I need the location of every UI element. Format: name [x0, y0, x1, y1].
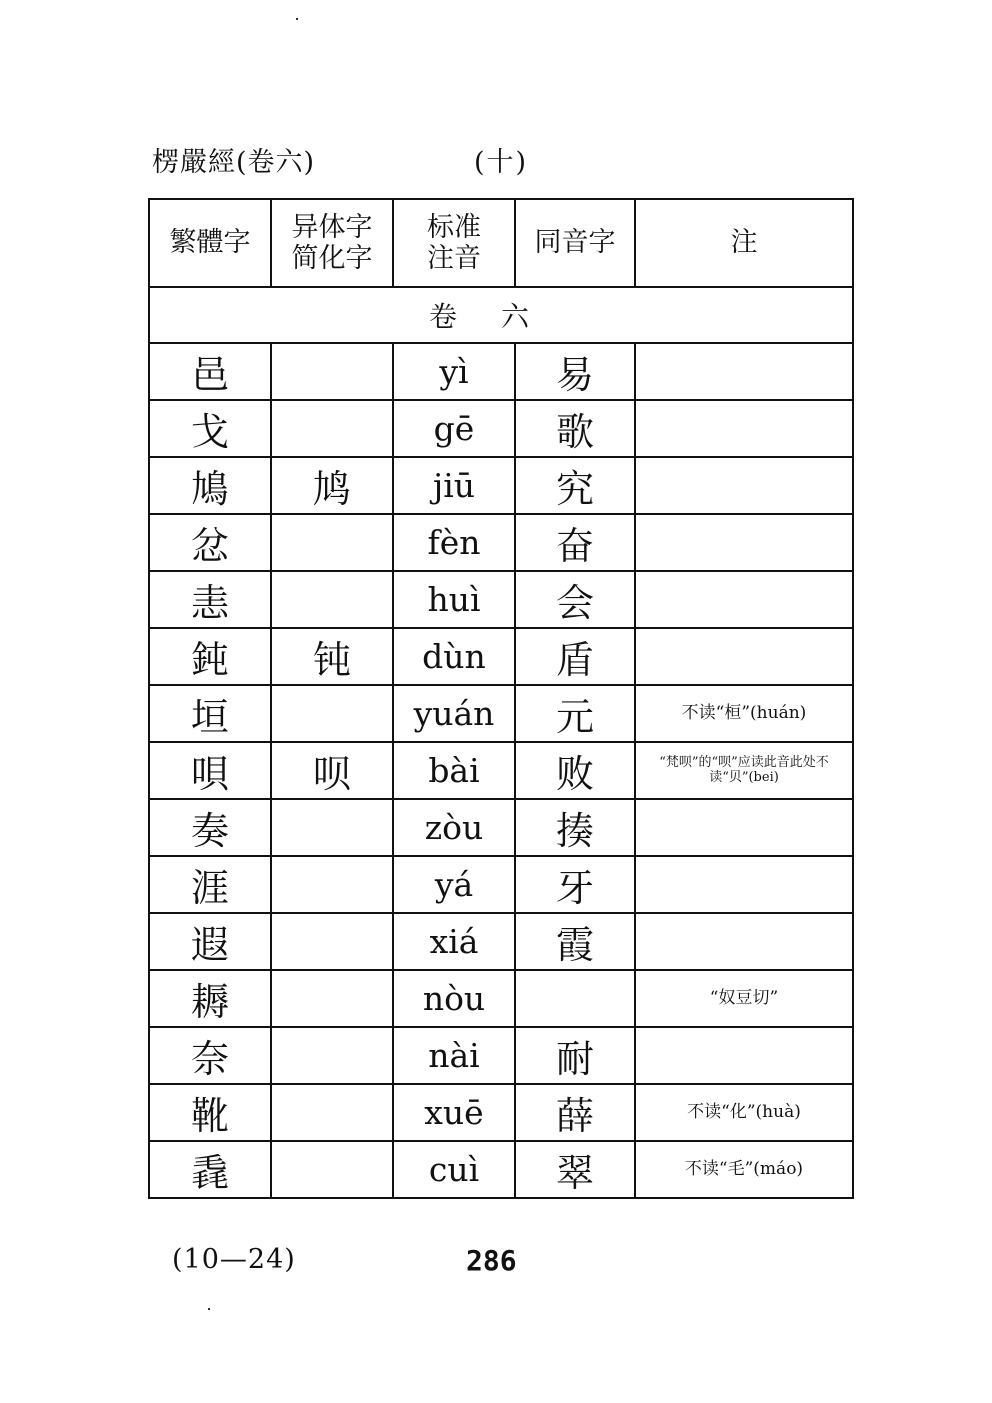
col-header-pinyin: 标准 注音 — [393, 199, 515, 287]
simplified-char — [271, 685, 393, 742]
volume-label: 卷六 — [149, 287, 853, 343]
pinyin: nòu — [393, 970, 515, 1027]
traditional-char: 唄 — [149, 742, 271, 799]
traditional-char: 恚 — [149, 571, 271, 628]
homophone-char: 歌 — [515, 400, 635, 457]
homophone-char: 易 — [515, 343, 635, 400]
table-row — [149, 913, 853, 970]
table-row — [149, 514, 853, 571]
note — [635, 514, 853, 571]
traditional-char: 忿 — [149, 514, 271, 571]
pinyin: yì — [393, 343, 515, 400]
col-header-variant-simplified: 异体字 简化字 — [271, 199, 393, 287]
traditional-char: 奈 — [149, 1027, 271, 1084]
section-number: (十) — [474, 147, 529, 178]
table-header-row — [149, 199, 853, 287]
traditional-char: 涯 — [149, 856, 271, 913]
homophone-char: 薛 — [515, 1084, 635, 1141]
traditional-char: 耨 — [149, 970, 271, 1027]
col-header-traditional: 繁體字 — [149, 199, 271, 287]
simplified-char — [271, 343, 393, 400]
traditional-char: 垣 — [149, 685, 271, 742]
simplified-char — [271, 799, 393, 856]
traditional-char: 奏 — [149, 799, 271, 856]
table-row — [149, 799, 853, 856]
table-row — [149, 628, 853, 685]
pinyin: gē — [393, 400, 515, 457]
simplified-char — [271, 913, 393, 970]
pinyin: nài — [393, 1027, 515, 1084]
homophone-char: 究 — [515, 457, 635, 514]
note: “梵呗”的“呗”应读此音此处不读“贝”(bei) — [635, 742, 853, 799]
simplified-char: 鸠 — [271, 457, 393, 514]
simplified-char — [271, 571, 393, 628]
traditional-char: 鳩 — [149, 457, 271, 514]
scan-speck — [208, 1308, 210, 1310]
note — [635, 343, 853, 400]
note — [635, 1027, 853, 1084]
table-row — [149, 970, 853, 1027]
pinyin: cuì — [393, 1141, 515, 1198]
traditional-char: 鈍 — [149, 628, 271, 685]
table-row — [149, 457, 853, 514]
volume-row — [149, 287, 853, 343]
page-number: 286 — [466, 1244, 517, 1277]
table-row — [149, 1084, 853, 1141]
note — [635, 457, 853, 514]
homophone-char: 败 — [515, 742, 635, 799]
homophone-char: 牙 — [515, 856, 635, 913]
traditional-char: 戈 — [149, 400, 271, 457]
pinyin: huì — [393, 571, 515, 628]
homophone-char: 元 — [515, 685, 635, 742]
traditional-char: 邑 — [149, 343, 271, 400]
table-row — [149, 742, 853, 799]
note — [635, 400, 853, 457]
simplified-char — [271, 400, 393, 457]
note — [635, 913, 853, 970]
table-row — [149, 571, 853, 628]
note: 不读“化”(huà) — [635, 1084, 853, 1141]
traditional-char: 遐 — [149, 913, 271, 970]
simplified-char — [271, 1141, 393, 1198]
book-title: 楞嚴經(卷六) — [152, 147, 316, 178]
note: 不读“毛”(máo) — [635, 1141, 853, 1198]
col-header-homophone: 同音字 — [515, 199, 635, 287]
homophone-char: 会 — [515, 571, 635, 628]
homophone-char — [515, 970, 635, 1027]
simplified-char — [271, 514, 393, 571]
pinyin: bài — [393, 742, 515, 799]
table-row — [149, 856, 853, 913]
simplified-char — [271, 1027, 393, 1084]
homophone-char: 霞 — [515, 913, 635, 970]
table-row — [149, 1141, 853, 1198]
pinyin: dùn — [393, 628, 515, 685]
simplified-char — [271, 970, 393, 1027]
pinyin: xiá — [393, 913, 515, 970]
traditional-char: 毳 — [149, 1141, 271, 1198]
footer-code: (10—24) — [172, 1244, 296, 1275]
simplified-char — [271, 856, 393, 913]
table-row — [149, 1027, 853, 1084]
simplified-char: 钝 — [271, 628, 393, 685]
note — [635, 856, 853, 913]
homophone-char: 翠 — [515, 1141, 635, 1198]
pinyin: jiū — [393, 457, 515, 514]
note: “奴豆切” — [635, 970, 853, 1027]
note: 不读“桓”(huán) — [635, 685, 853, 742]
simplified-char — [271, 1084, 393, 1141]
glossary-table — [148, 198, 854, 1199]
scan-speck — [296, 18, 298, 20]
pinyin: yá — [393, 856, 515, 913]
homophone-char: 奋 — [515, 514, 635, 571]
table-row — [149, 343, 853, 400]
pinyin: yuán — [393, 685, 515, 742]
pinyin: fèn — [393, 514, 515, 571]
pinyin: xuē — [393, 1084, 515, 1141]
table-row — [149, 685, 853, 742]
col-header-note: 注 — [635, 199, 853, 287]
simplified-char: 呗 — [271, 742, 393, 799]
note — [635, 799, 853, 856]
table-row — [149, 400, 853, 457]
note — [635, 571, 853, 628]
homophone-char: 耐 — [515, 1027, 635, 1084]
homophone-char: 盾 — [515, 628, 635, 685]
note — [635, 628, 853, 685]
pinyin: zòu — [393, 799, 515, 856]
traditional-char: 靴 — [149, 1084, 271, 1141]
homophone-char: 揍 — [515, 799, 635, 856]
